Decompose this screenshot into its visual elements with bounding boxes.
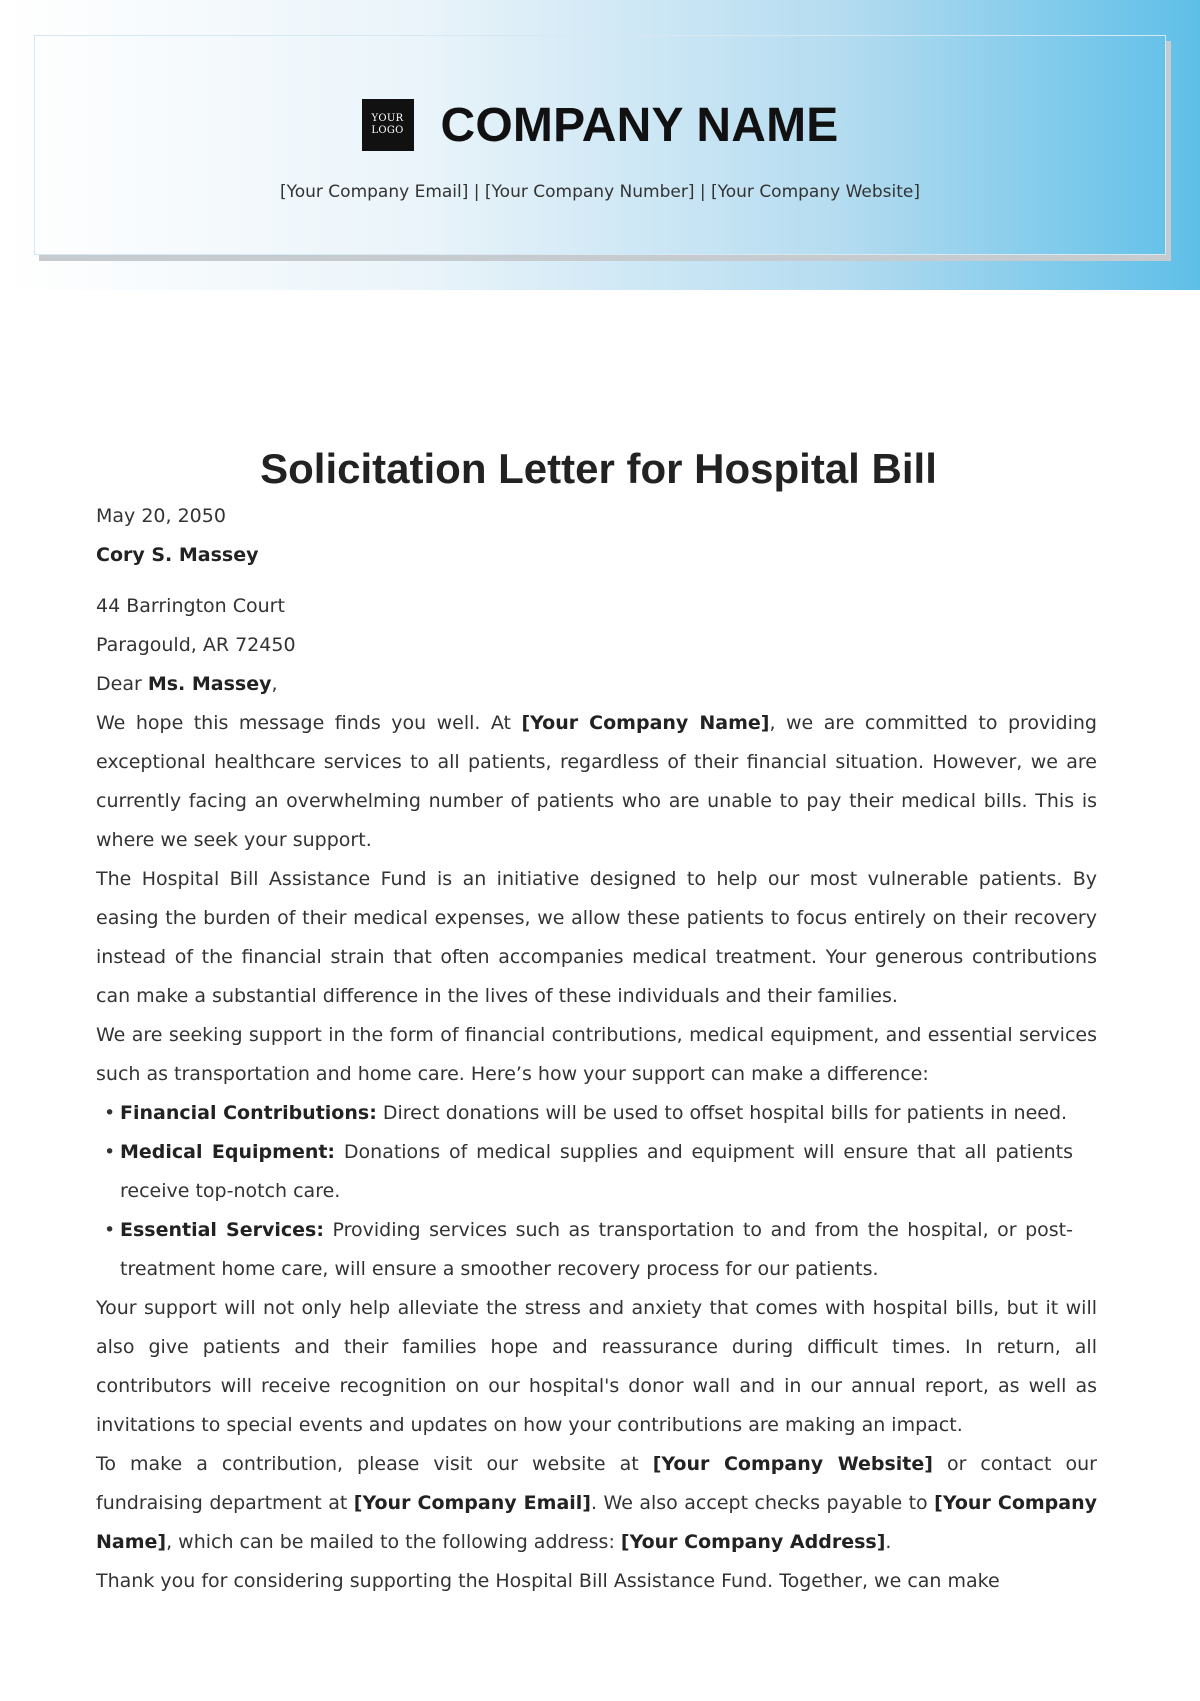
paragraph-recognition: Your support will not only help alleviate the stress and anxiety that comes with hospital bills, but it will also give patients and their families hope and reassurance during difficult times. In return, all contributors will receive recognition on our hospital's donor wall and in our annual report, as well as invitations to special events and updates on how your contributions are making an impact. — [96, 1297, 1097, 1436]
company-logo — [362, 99, 414, 151]
company-name: COMPANY NAME — [440, 98, 839, 152]
website-placeholder: [Your Company Website] — [652, 1453, 933, 1475]
salutation-prefix: Dear — [96, 673, 148, 695]
p1-text-cont: , we are committed to providing exceptional healthcare services to all patients, regardless of their financial situation. However, we are currently facing an overwhelming number of patients who are unable to pay their medical bills. This is where we seek your support. — [96, 712, 1097, 851]
p5-text: or contact our fundraising department at — [96, 1453, 1097, 1514]
p1-text: We hope this message finds you well. At — [96, 712, 522, 734]
bullet-label: Medical Equipment: — [120, 1141, 336, 1163]
recipient-name-text: Cory S. Massey — [96, 544, 259, 566]
list-item — [120, 1094, 1073, 1133]
list-item — [120, 1211, 1073, 1289]
p5-text: . — [885, 1531, 892, 1553]
p5-text: . We also accept checks payable to — [591, 1492, 935, 1514]
p5-text: To make a contribution, please visit our website at — [96, 1453, 653, 1475]
paragraph-intro — [96, 704, 1097, 860]
p1-company-placeholder: [Your Company Name] — [521, 712, 770, 734]
paragraph-contribute — [96, 1445, 1097, 1562]
recipient-name — [96, 536, 1097, 575]
bullet-text: Direct donations will be used to offset hospital bills for patients in need. — [376, 1102, 1068, 1124]
address-line1: 44 Barrington Court — [96, 595, 285, 617]
letter-date: May 20, 2050 — [96, 505, 226, 527]
company-contact-line: [Your Company Email] | [Your Company Number] | [Your Company Website] — [279, 182, 920, 202]
bullet-label: Essential Services: — [120, 1219, 324, 1241]
email-placeholder: [Your Company Email] — [353, 1492, 591, 1514]
salutation-suffix: , — [271, 673, 278, 695]
bullet-text: Donations of medical supplies and equipment will ensure that all patients receive top-notch care. — [120, 1141, 1074, 1202]
company-name-placeholder: [Your Company Name] — [96, 1492, 1098, 1553]
p5-text: , which can be mailed to the following address: — [166, 1531, 621, 1553]
logo-text-line1: YOUR — [371, 113, 404, 124]
brand-row — [0, 99, 1200, 151]
support-list — [96, 1094, 1097, 1289]
bullet-text: Providing services such as transportation to and from the hospital, or post-treatment home care, will ensure a smoother recovery process for our patients. — [120, 1219, 1073, 1280]
bullet-label: Financial Contributions: — [120, 1102, 377, 1124]
address-line2: Paragould, AR 72450 — [96, 634, 296, 656]
letter-body — [96, 497, 1097, 1601]
paragraph-support: We are seeking support in the form of financial contributions, medical equipment, and essential services such as transportation and home care. Here’s how your support can make a difference: — [96, 1024, 1097, 1085]
list-item — [120, 1133, 1073, 1211]
salutation-name: Ms. Massey — [147, 673, 272, 695]
address-placeholder: [Your Company Address] — [620, 1531, 886, 1553]
letter-title: Solicitation Letter for Hospital Bill — [260, 445, 937, 492]
spacer — [96, 575, 1097, 587]
logo-text-line2: LOGO — [371, 125, 404, 136]
salutation — [96, 665, 1097, 704]
paragraph-fund: The Hospital Bill Assistance Fund is an initiative designed to help our most vulnerable patients. By easing the burden of their medical expenses, we allow these patients to focus entirely on their recovery instead of the financial strain that often accompanies medical treatment. Your generous contributions can make a substantial difference in the lives of these individuals and their families. — [96, 868, 1097, 1007]
paragraph-thanks: Thank you for considering supporting the Hospital Bill Assistance Fund. Together, we can make — [96, 1570, 1000, 1592]
